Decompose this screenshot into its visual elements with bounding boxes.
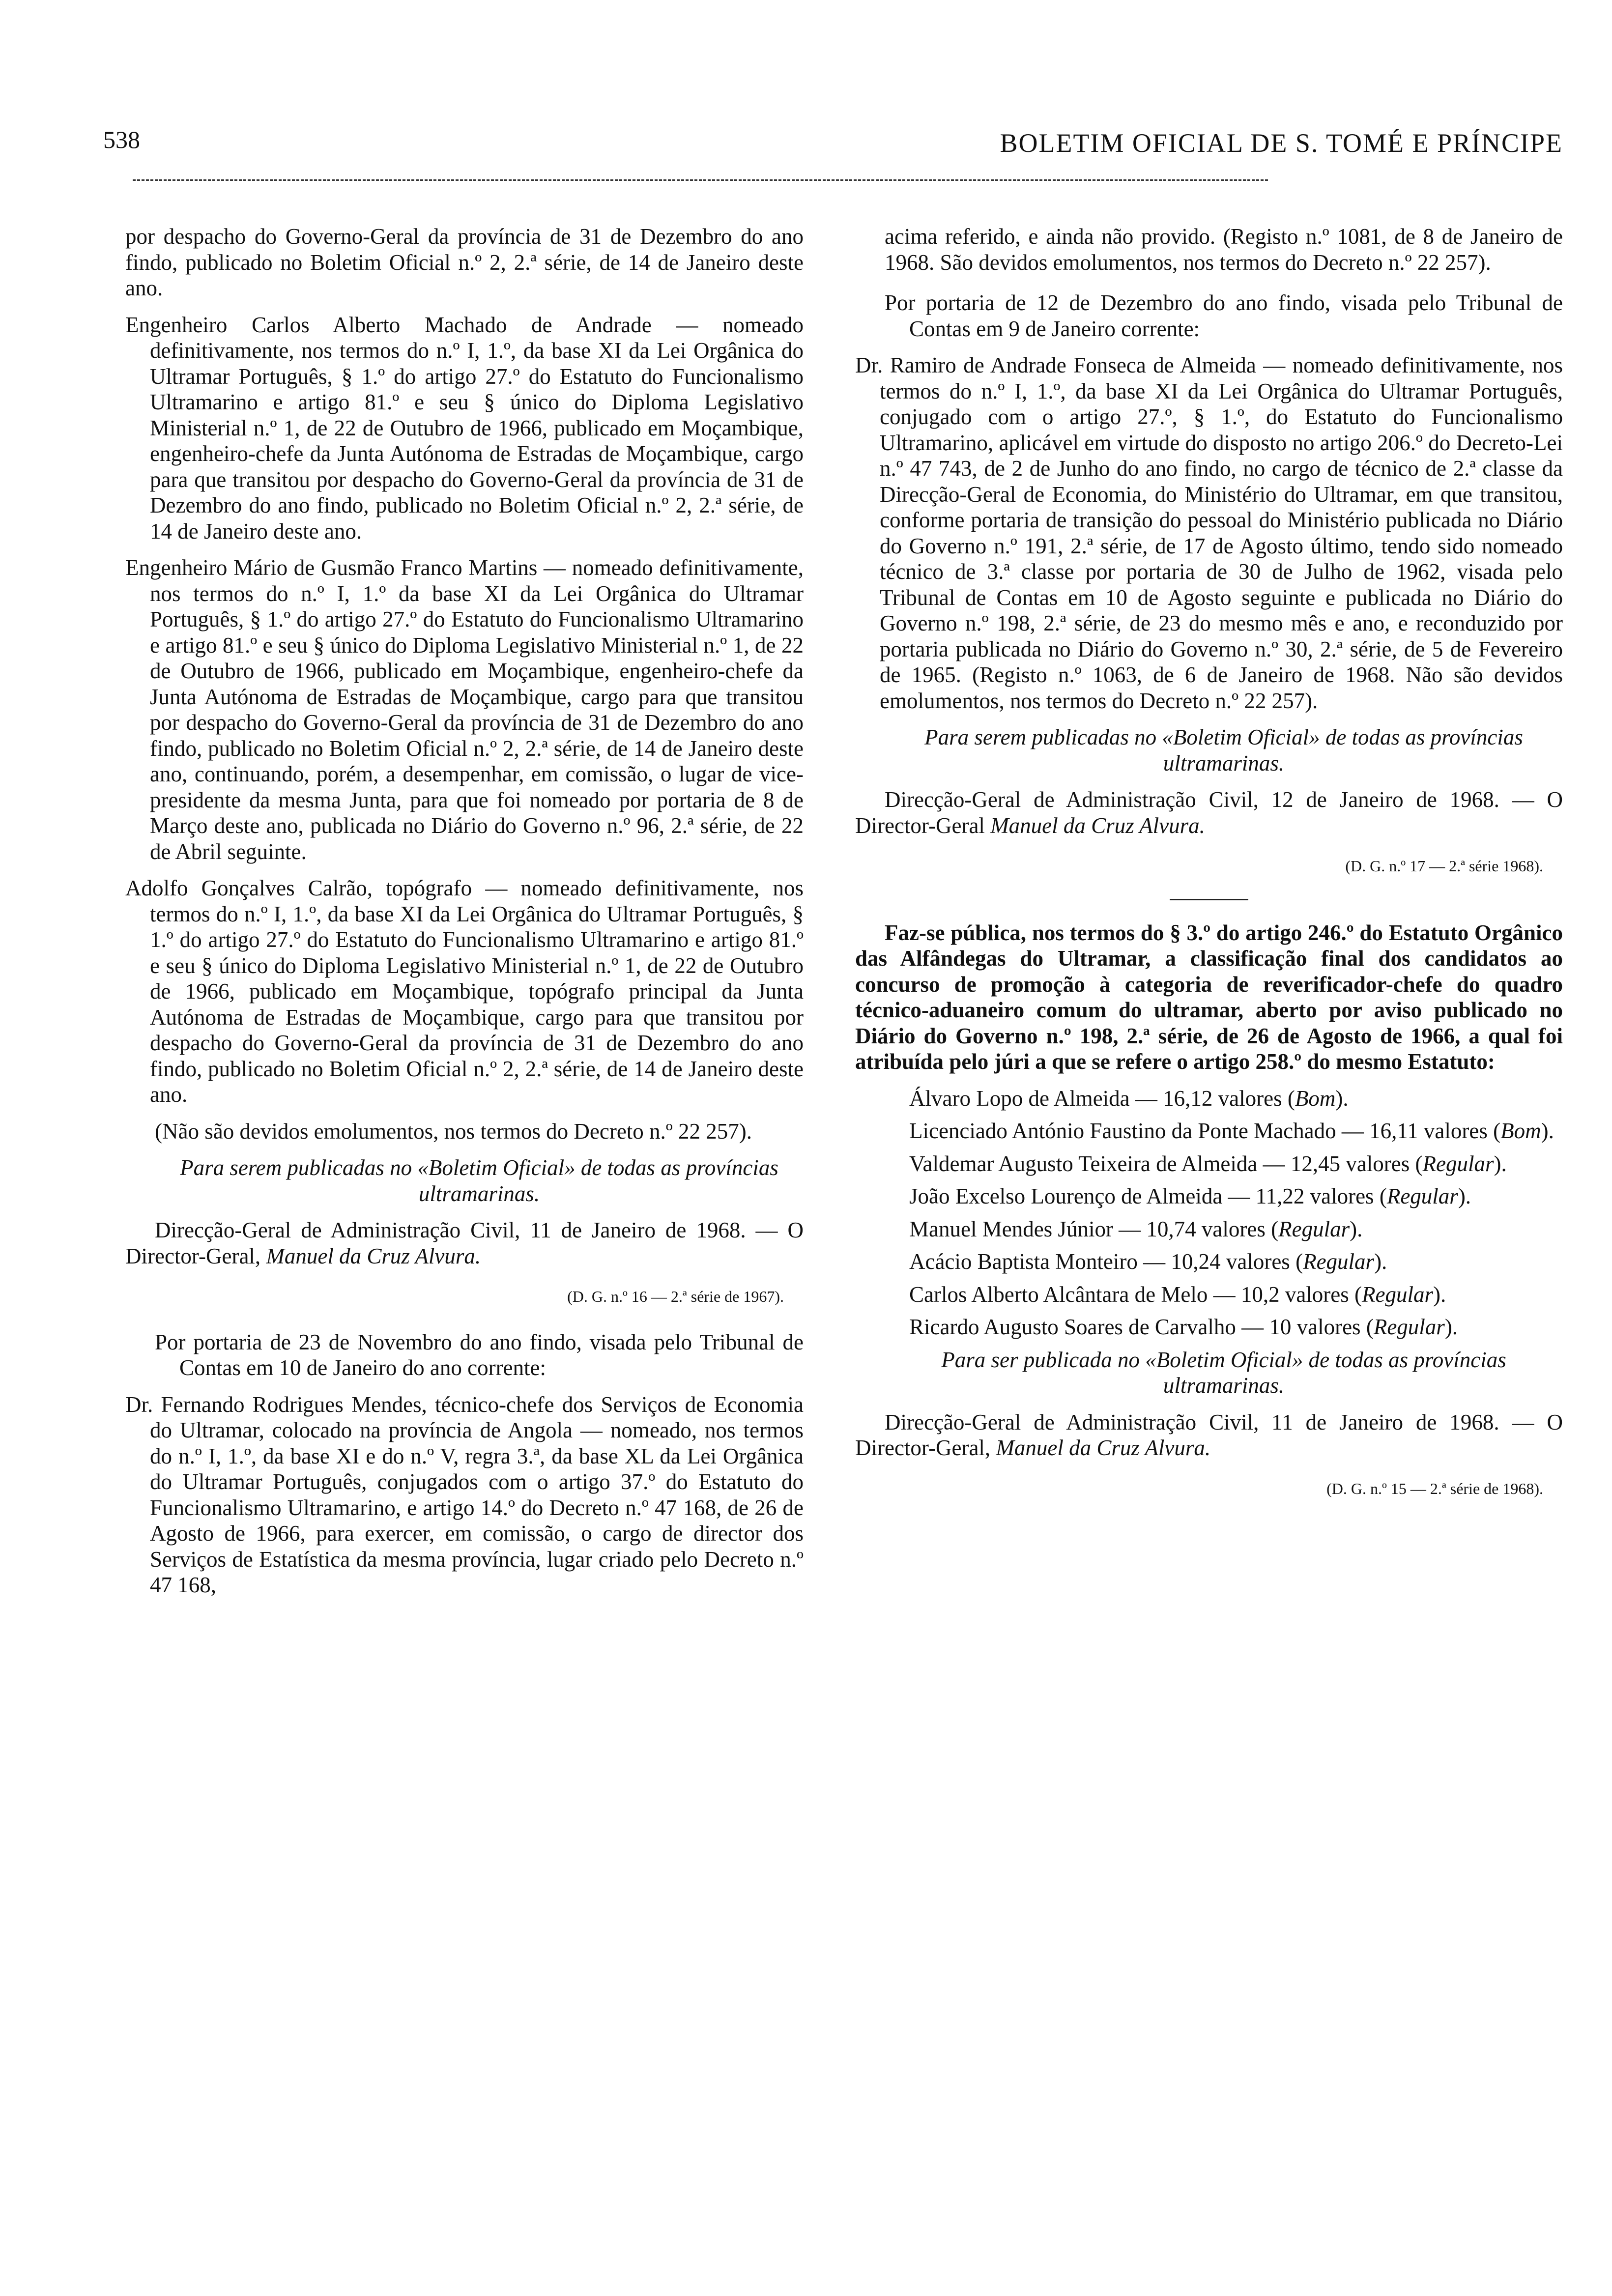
paragraph: por despacho do Governo-Geral da província de 31 de Dezembro do ano findo, publicado no Boletim Oficial n.º 2, 2.ª série, de 14 de Janeiro deste ano. bbox=[125, 224, 804, 300]
candidate-item: João Excelso Lourenço de Almeida — 11,22 valores (Regular). bbox=[909, 1184, 1471, 1208]
paragraph: acima referido, e ainda não provido. (Registo n.º 1081, de 8 de Janeiro de 1968. São devidos emolumentos, nos termos do Decreto n.º 22 257). bbox=[885, 224, 1563, 275]
section-separator bbox=[1170, 899, 1248, 900]
left-column bbox=[125, 224, 804, 1609]
signoff-name: Manuel da Cruz Alvura. bbox=[266, 1243, 481, 1268]
header-rule bbox=[133, 179, 1268, 181]
signoff-text: Direcção-Geral de Administração Civil, 12 de Janeiro de 1968. — O Director-Geral bbox=[855, 787, 1563, 838]
signoff bbox=[125, 1217, 804, 1269]
classification-notice: Faz-se pública, nos termos do § 3.º do artigo 246.º do Estatuto Orgânico das Alfândegas do Ultramar, a classificação final dos candidatos ao concurso de promoção à categoria de reverificador-chefe do quadro técnico-aduaneiro comum do ultramar, aberto por aviso publicado no Diário do Governo n.º 198, 2.ª série, de 26 de Agosto de 1966, a qual foi atribuída pelo júri a que se refere o artigo 258.º do mesmo Estatuto: bbox=[855, 920, 1563, 1074]
appointment-mendes: Dr. Fernando Rodrigues Mendes, técnico-chefe dos Serviços de Economia do Ultramar, colocado na província de Angola — nomeado, nos termos do n.º I, 1.º, da base XI e do n.º V, regra 3.ª, da base XL da Lei Orgânica do Ultramar Português, conjugados com o artigo 37.º do Estatuto do Funcionalismo Ultramarino, e artigo 14.º do Decreto n.º 47 168, de 26 de Agosto de 1966, para exercer, em comissão, o cargo de director dos Serviços de Estatística da mesma província, lugar criado pelo Decreto n.º 47 168, bbox=[125, 1392, 804, 1597]
publication-note: Para serem publicadas no «Boletim Oficial» de todas as províncias ultramarinas. bbox=[924, 725, 1523, 775]
signoff bbox=[855, 787, 1563, 838]
signoff-text: Direcção-Geral de Administração Civil, 11 de Janeiro de 1968. — O Director-Geral, bbox=[125, 1218, 804, 1268]
emolument-note: (Não são devidos emolumentos, nos termos do Decreto n.º 22 257). bbox=[155, 1119, 752, 1144]
publication-note: Para serem publicadas no «Boletim Oficial» de todas as províncias ultramarinas. bbox=[180, 1155, 778, 1206]
reference: (D. G. n.º 16 — 2.ª série de 1967). bbox=[567, 1288, 784, 1305]
appointment-calrao: Adolfo Gonçalves Calrão, topógrafo — nomeado definitivamente, nos termos do n.º I, 1.º, da base XI da Lei Orgânica do Ultramar Português, § 1.º do artigo 27.º do Estatuto do Funcionalismo Ultramarino e artigo 81.º e seu § único do Diploma Legislativo Ministerial n.º 1, de 22 de Outubro de 1966, publicado em Moçambique, topógrafo principal da Junta Autónoma de Estradas de Moçambique, cargo para que transitou por despacho do Governo-Geral da província de 31 de Dezembro do ano findo, publicado no Boletim Oficial n.º 2, 2.ª série, de 14 de Janeiro deste ano. bbox=[125, 876, 804, 1107]
candidate-item: Carlos Alberto Alcântara de Melo — 10,2 valores (Regular). bbox=[909, 1282, 1446, 1307]
reference: (D. G. n.º 17 — 2.ª série 1968). bbox=[1345, 857, 1543, 875]
signoff bbox=[855, 1409, 1563, 1461]
candidate-item: Licenciado António Faustino da Ponte Machado — 16,11 valores (Bom). bbox=[909, 1119, 1554, 1143]
signoff-name: Manuel da Cruz Alvura. bbox=[990, 813, 1205, 838]
publication-note: Para ser publicada no «Boletim Oficial» de todas as províncias ultramarinas. bbox=[941, 1347, 1506, 1398]
reference: (D. G. n.º 15 — 2.ª série de 1968). bbox=[1326, 1479, 1543, 1497]
appointment-martins: Engenheiro Mário de Gusmão Franco Martins — nomeado definitivamente, nos termos do n.º I, 1.º da base XI da Lei Orgânica do Ultramar Português, § 1.º do artigo 27.º do Estatuto do Funcionalismo Ultramarino e artigo 81.º e seu § único do Diploma Legislativo Ministerial n.º 1, de 22 de Outubro de 1966, publicado em Moçambique, engenheiro-chefe da Junta Autónoma de Estradas de Moçambique, cargo para que transitou por despacho do Governo-Geral da província de 31 de Dezembro do ano findo, publicado no Boletim Oficial n.º 2, 2.ª série, de 14 de Janeiro deste ano, continuando, porém, a desempenhar, em comissão, o lugar de vice-presidente da mesma Junta, para que foi nomeado por portaria de 8 de Março deste ano, publicada no Diário do Governo n.º 96, 2.ª série, de 22 de Abril seguinte. bbox=[125, 555, 804, 864]
candidate-item: Ricardo Augusto Soares de Carvalho — 10 valores (Regular). bbox=[909, 1315, 1458, 1339]
page-number: 538 bbox=[103, 126, 140, 153]
publication-title: BOLETIM OFICIAL DE S. TOMÉ E PRÍNCIPE bbox=[1000, 128, 1563, 158]
appointment-andrade: Engenheiro Carlos Alberto Machado de Andrade — nomeado definitivamente, nos termos do n.º I, 1.º, da base XI da Lei Orgânica do Ultramar Português, § 1.º do artigo 27.º do Estatuto do Funcionalismo Ultramarino e artigo 81.º e seu § único do Diploma Legislativo Ministerial n.º 1, de 22 de Outubro de 1966, publicado em Moçambique, engenheiro-chefe da Junta Autónoma de Estradas de Moçambique, cargo para que transitou por despacho do Governo-Geral da província de 31 de Dezembro do ano findo, publicado no Boletim Oficial n.º 2, 2.ª série, de 14 de Janeiro deste ano. bbox=[125, 312, 804, 544]
appointment-almeida: Dr. Ramiro de Andrade Fonseca de Almeida — nomeado definitivamente, nos termos do n.º I, 1.º, da base XI da Lei Orgânica do Ultramar Português, conjugado com o artigo 27.º, § 1.º, do Estatuto do Funcionalismo Ultramarino, aplicável em virtude do disposto no artigo 206.º do Decreto-Lei n.º 47 743, de 2 de Junho do ano findo, no cargo de técnico de 2.ª classe da Direcção-Geral de Economia, do Ministério do Ultramar, em que transitou, conforme portaria de transição do pessoal do Ministério publicada no Diário do Governo n.º 191, 2.ª série, de 17 de Agosto último, tendo sido nomeado técnico de 3.ª classe por portaria de 30 de Julho de 1962, visada pelo Tribunal de Contas em 10 de Agosto seguinte e publicada no Diário do Governo n.º 198, 2.ª série, de 23 do mesmo mês e ano, e reconduzido por portaria publicada no Diário do Governo n.º 30, 2.ª série, de 5 de Fevereiro de 1965. (Registo n.º 1063, de 6 de Janeiro de 1968. Não são devidos emolumentos, nos termos do Decreto n.º 22 257). bbox=[855, 353, 1563, 713]
signoff-text: Direcção-Geral de Administração Civil, 11 de Janeiro de 1968. — O Director-Geral, bbox=[855, 1409, 1563, 1460]
candidate-item: Manuel Mendes Júnior — 10,74 valores (Regular). bbox=[909, 1216, 1363, 1241]
candidate-item: Valdemar Augusto Teixeira de Almeida — 12,45 valores (Regular). bbox=[909, 1151, 1507, 1176]
right-column bbox=[855, 224, 1563, 1521]
candidate-list bbox=[855, 1086, 1563, 1340]
portaria-intro: Por portaria de 23 de Novembro do ano findo, visada pelo Tribunal de Contas em 10 de Janeiro do ano corrente: bbox=[155, 1329, 804, 1380]
candidate-item: Acácio Baptista Monteiro — 10,24 valores (Regular). bbox=[909, 1249, 1387, 1274]
portaria-intro: Por portaria de 12 de Dezembro do ano findo, visada pelo Tribunal de Contas em 9 de Janeiro corrente: bbox=[885, 290, 1563, 341]
candidate-item: Álvaro Lopo de Almeida — 16,12 valores (Bom). bbox=[909, 1086, 1349, 1111]
signoff-name: Manuel da Cruz Alvura. bbox=[996, 1435, 1211, 1460]
